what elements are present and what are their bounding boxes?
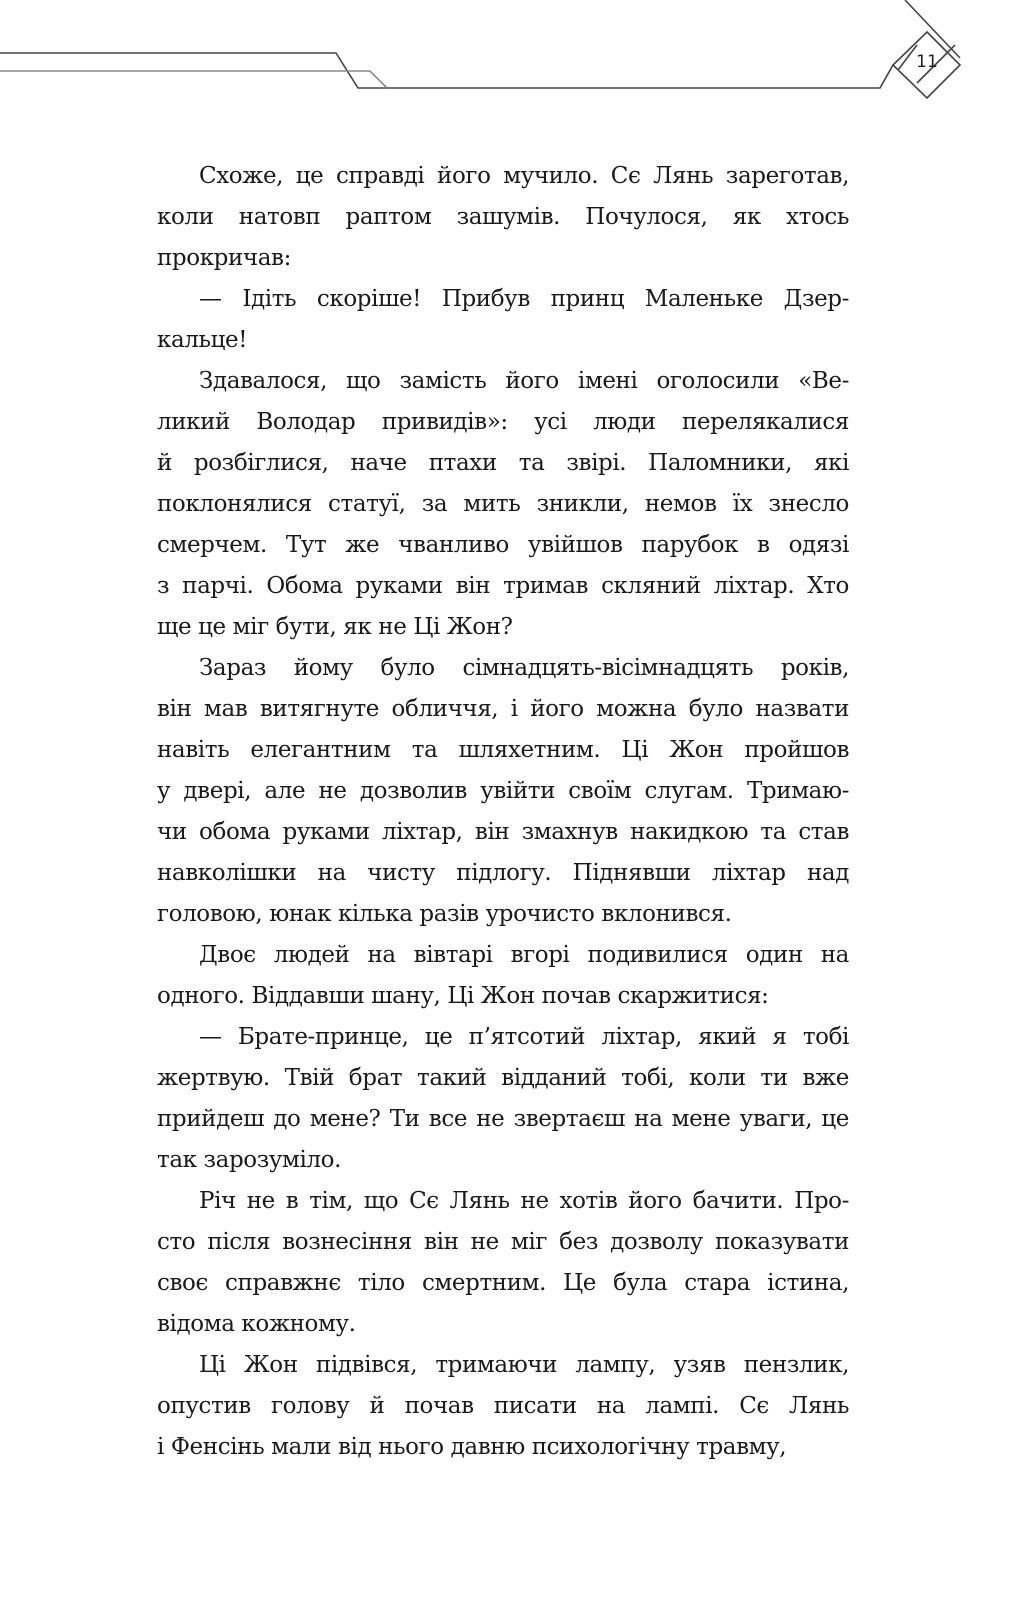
header-ornament	[0, 0, 1024, 110]
text-line: поклонялися статуї, за мить зникли, немов їх знесло	[157, 491, 849, 517]
page-number: 11	[916, 52, 938, 72]
text-line: сто після вознесіння він не міг без дозволу показувати	[157, 1229, 849, 1255]
text-line: головою, юнак кілька разів урочисто вклонився.	[157, 901, 732, 927]
text-line: Двоє людей на вівтарі вгорі подивилися один на	[199, 942, 849, 968]
text-line: відома кожному.	[157, 1311, 356, 1337]
text-line: одного. Віддавши шану, Ці Жон почав скаржитися:	[157, 983, 769, 1009]
text-line: смерчем. Тут же чванливо увійшов парубок в одязі	[157, 532, 849, 558]
text-line: Ці Жон підвівся, тримаючи лампу, узяв пензлик,	[199, 1352, 849, 1378]
text-line: прийдеш до мене? Ти все не звертаєш на мене уваги, це	[157, 1106, 849, 1132]
text-line: своє справжнє тіло смертним. Це була стара істина,	[157, 1270, 849, 1296]
text-line: чи обома руками ліхтар, він змахнув накидкою та став	[157, 819, 849, 845]
text-line: ще це міг бути, як не Ці Жон?	[157, 614, 513, 640]
text-line: у двері, але не дозволив увійти своїм слугам. Тримаю-	[157, 778, 849, 804]
text-line: — Брате-принце, це п’ятсотий ліхтар, який я тобі	[199, 1024, 849, 1050]
text-line: коли натовп раптом зашумів. Почулося, як хтось	[157, 204, 849, 230]
text-line: Річ не в тім, що Сє Лянь не хотів його бачити. Про-	[199, 1188, 849, 1214]
text-line: опустив голову й почав писати на лампі. Сє Лянь	[157, 1393, 849, 1419]
text-line: навіть елегантним та шляхетним. Ці Жон пройшов	[157, 737, 849, 763]
text-line: Здавалося, що замість його імені оголосили «Ве-	[199, 368, 849, 394]
text-line: з парчі. Обома руками він тримав скляний ліхтар. Хто	[157, 573, 849, 599]
text-line: Зараз йому було сімнадцять-вісімнадцять років,	[199, 655, 849, 681]
text-line: — Ідіть скоріше! Прибув принц Маленьке Дзер-	[199, 286, 849, 312]
body-text	[157, 156, 849, 1468]
text-line: ликий Володар привидів»: усі люди перелякалися	[157, 409, 849, 435]
text-line: навколішки на чисту підлогу. Піднявши ліхтар над	[157, 860, 849, 886]
text-line: прокричав:	[157, 245, 291, 271]
text-line: так зарозуміло.	[157, 1147, 342, 1173]
text-line: він мав витягнуте обличчя, і його можна було назвати	[157, 696, 849, 722]
text-line: жертвую. Твій брат такий відданий тобі, коли ти вже	[157, 1065, 849, 1091]
text-line: кальце!	[157, 327, 248, 353]
text-line: й розбіглися, наче птахи та звірі. Паломники, які	[157, 450, 849, 476]
text-line: Схоже, це справді його мучило. Сє Лянь зареготав,	[199, 163, 849, 189]
text-line: і Фенсінь мали від нього давню психологічну травму,	[157, 1434, 787, 1460]
